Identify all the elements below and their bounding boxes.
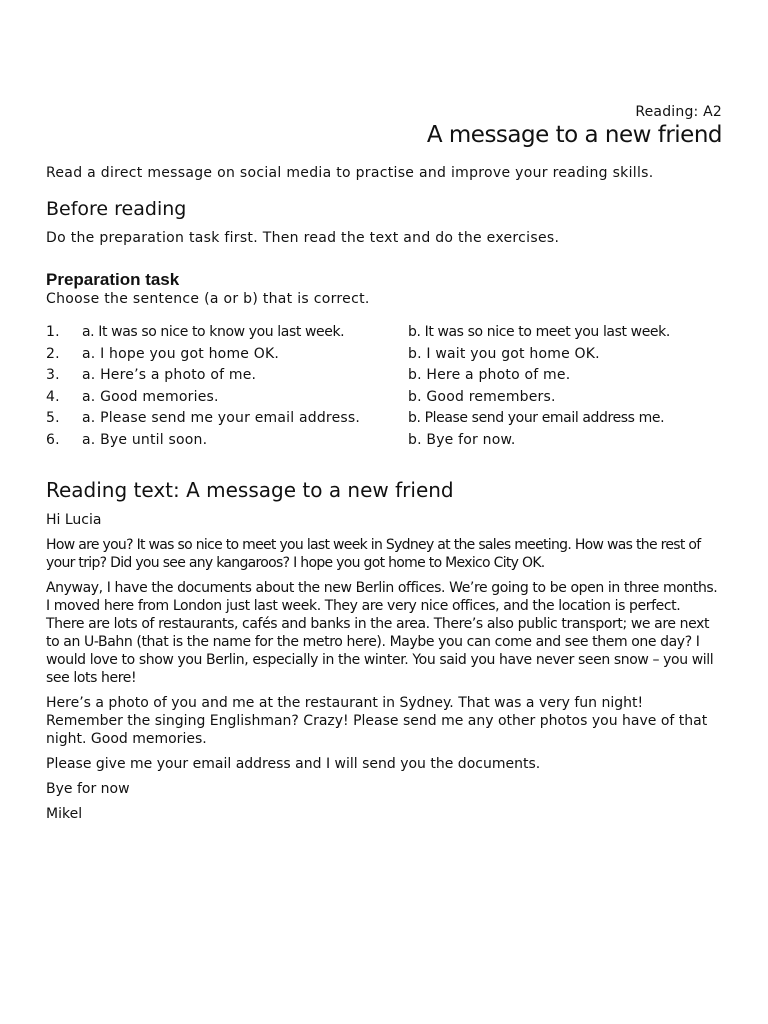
preparation-task-list (46, 322, 722, 452)
message-signature: Mikel (46, 806, 83, 822)
option-b: b. Bye for now. (408, 431, 516, 448)
level-label: Reading: A2 (635, 104, 722, 120)
task-item (46, 387, 722, 409)
option-a: a. It was so nice to know you last week. (82, 324, 345, 340)
message-greeting: Hi Lucia (46, 512, 102, 528)
option-a: a. Please send me your email address. (82, 410, 361, 427)
message-closing: Bye for now (46, 781, 130, 797)
reading-text-heading: Reading text: A message to a new friend (46, 478, 454, 502)
task-item (46, 430, 722, 452)
intro-text: Read a direct message on social media to practise and improve your reading skills. (46, 165, 654, 181)
task-item (46, 322, 722, 344)
option-b: b. Please send your email address me. (408, 410, 665, 427)
task-item (46, 344, 722, 366)
option-b: b. Here a photo of me. (408, 367, 571, 384)
before-reading-text: Do the preparation task first. Then read the text and do the exercises. (46, 230, 560, 246)
task-item (46, 365, 722, 387)
message-paragraph: How are you? It was so nice to meet you last week in Sydney at the sales meeting. How was the rest of your trip? Did you see any kangaroos? I hope you got home to Mexico City OK. (46, 537, 701, 571)
message-paragraph: Here’s a photo of you and me at the restaurant in Sydney. That was a very fun night! Remember the singing Englishman? Crazy! Please send me any other photos you have of that night. Good memories. (46, 695, 708, 747)
message-paragraph: Please give me your email address and I will send you the documents. (46, 756, 541, 772)
preparation-instruction: Choose the sentence (a or b) that is correct. (46, 291, 370, 307)
before-reading-heading: Before reading (46, 198, 187, 220)
option-b: b. Good remembers. (408, 388, 556, 405)
worksheet-page (46, 0, 722, 1024)
option-a: a. Good memories. (82, 388, 219, 405)
task-number: 6. (46, 431, 60, 448)
message-paragraph: Anyway, I have the documents about the new Berlin offices. We’re going to be open in three months. I moved here from London just last week. They are very nice offices, and the location is perfect. There are lots of restaurants, cafés and banks in the area. There’s also public transport; we are next to an U-Bahn (that is the name for the metro here). Maybe you can come and see them one day? I would love to show you Berlin, especially in the winter. You said you have never seen snow – you will see lots here! (46, 580, 718, 686)
option-b: b. It was so nice to meet you last week. (408, 324, 670, 340)
task-number: 3. (46, 367, 60, 384)
task-number: 1. (46, 324, 60, 340)
option-a: a. Here’s a photo of me. (82, 367, 257, 384)
task-number: 4. (46, 388, 60, 405)
task-number: 5. (46, 410, 60, 427)
preparation-task-heading: Preparation task (46, 270, 180, 289)
message-body (46, 511, 722, 830)
option-a: a. Bye until soon. (82, 431, 208, 448)
task-number: 2. (46, 345, 60, 362)
task-item (46, 408, 722, 430)
option-a: a. I hope you got home OK. (82, 345, 280, 362)
option-b: b. I wait you got home OK. (408, 345, 600, 362)
page-title: A message to a new friend (426, 122, 722, 148)
